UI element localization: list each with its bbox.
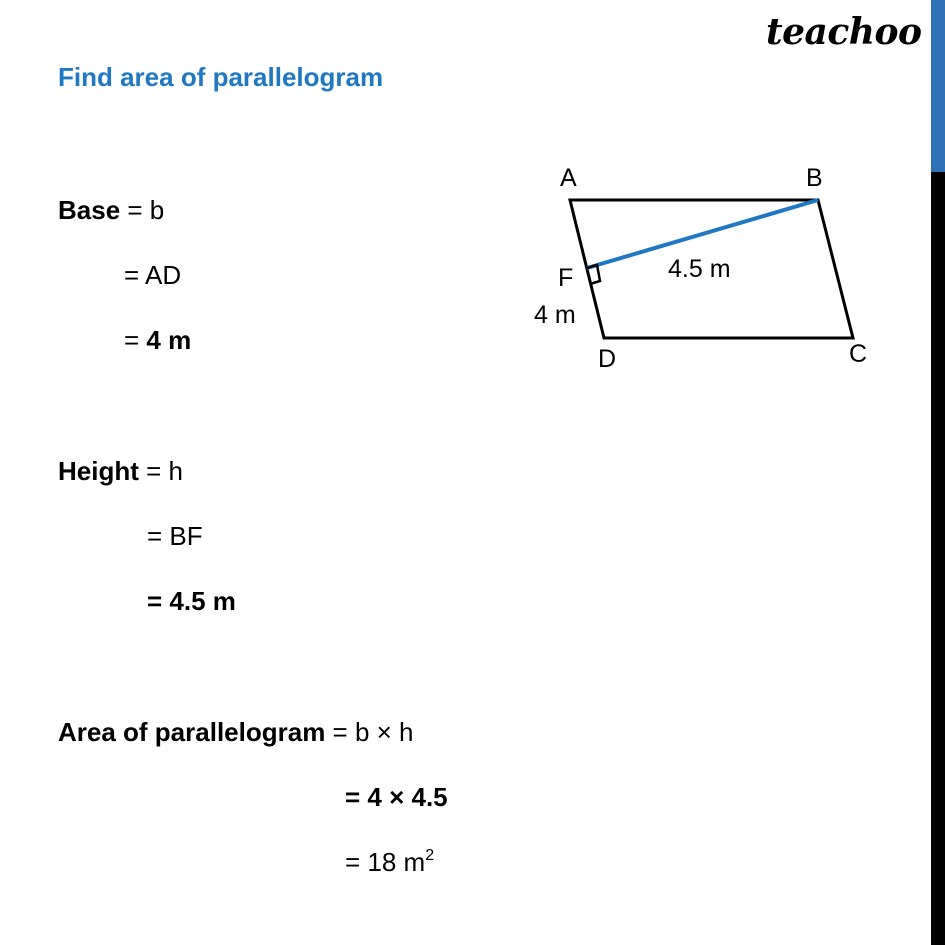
bf-length-label: 4.5 m <box>668 255 731 283</box>
page-title: Find area of parallelogram <box>58 62 384 92</box>
height-step2-value: = 4.5 m <box>147 586 236 616</box>
ad-length-label: 4 m <box>534 301 576 329</box>
base-label: Base <box>58 195 121 225</box>
parallelogram-figure <box>520 150 900 390</box>
area-eq: = b × h <box>325 717 414 747</box>
area-step2-sup: 2 <box>425 847 435 864</box>
base-step2-value: 4 m <box>146 325 192 355</box>
height-line <box>58 456 183 487</box>
height-step1: = BF <box>147 521 203 551</box>
base-step2-prefix: = <box>124 325 147 355</box>
area-step2-value: = 18 m <box>345 847 426 877</box>
teachoo-logo: teachoo <box>766 11 922 53</box>
vertex-label-c: C <box>849 340 868 368</box>
area-line <box>58 717 414 748</box>
height-step2 <box>147 586 236 617</box>
height-eq: = h <box>138 456 183 486</box>
height-label: Height <box>58 456 139 486</box>
area-step2 <box>345 847 434 878</box>
scrollbar-thumb[interactable] <box>931 0 945 172</box>
vertex-label-b: B <box>806 164 823 192</box>
base-step2 <box>124 325 191 356</box>
area-step1-value: = 4 × 4.5 <box>345 782 448 812</box>
vertex-label-d: D <box>598 345 617 373</box>
area-step1 <box>345 782 448 813</box>
vertex-label-a: A <box>560 164 577 192</box>
base-line <box>58 195 164 226</box>
base-step1: = AD <box>124 260 182 290</box>
vertex-label-f: F <box>558 264 574 292</box>
area-label: Area of parallelogram <box>58 717 326 747</box>
base-eq: = b <box>120 195 165 225</box>
